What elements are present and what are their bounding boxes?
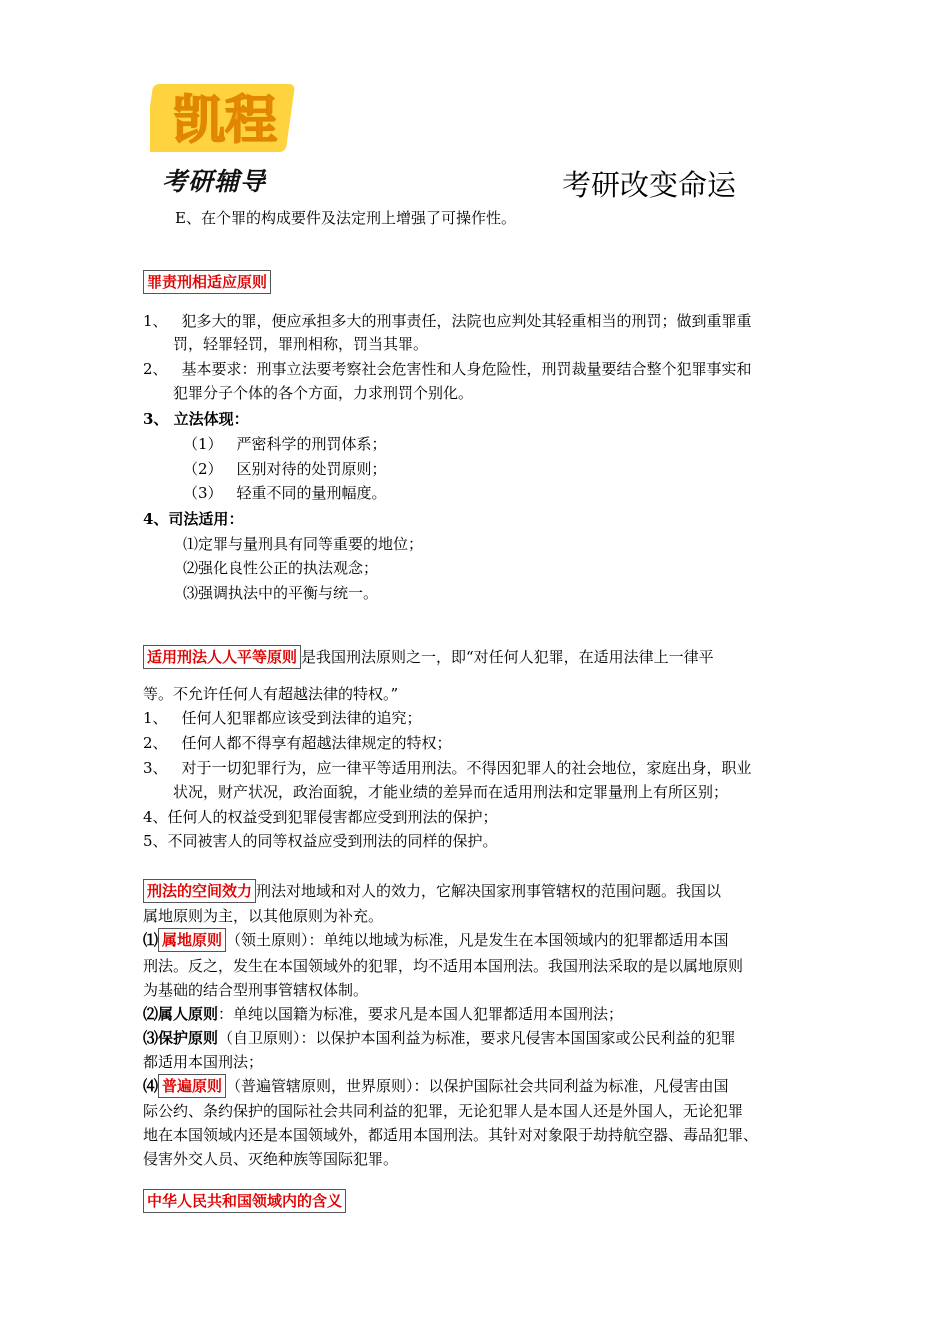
intro-line: E、在个罪的构成要件及法定刑上增强了可操作性。 [175, 209, 516, 227]
sub-item: （2） 区别对待的处罚原则； [183, 460, 387, 478]
paragraph-cont: 属地原则为主，以其他原则为补充。 [143, 907, 384, 925]
logo-mark-icon [150, 78, 300, 158]
paragraph-cont: 都适用本国刑法； [143, 1053, 264, 1071]
paragraph-cont: 侵害外交人员、灭绝种族等国际犯罪。 [143, 1150, 399, 1168]
principle-universal: ⑷ 普遍原则 （普遍管辖原则，世界原则）：以保护国际社会共同利益为标准，凡侵害由国 [143, 1074, 729, 1098]
list-item: 3、 对于一切犯罪行为，应一律平等适用刑法。不得因犯罪人的社会地位，家庭出身，职业 [143, 759, 752, 777]
section-title-space: 刑法的空间效力 [143, 879, 256, 903]
logo-subtitle: 考研辅导 [162, 167, 267, 196]
section-title-equality: 适用刑法人人平等原则 [143, 645, 301, 669]
list-item: 4、任何人的权益受到犯罪侵害都应受到刑法的保护； [143, 808, 498, 826]
principle-personal: ⑵属人原则：单纯以国籍为标准，要求凡是本国人犯罪都适用本国刑法； [143, 1005, 624, 1023]
list-item: 2、 任何人都不得享有超越法律规定的特权； [143, 734, 452, 752]
term-universal: 普遍原则 [158, 1074, 226, 1098]
list-item: 5、不同被害人的同等权益应受到刑法的同样的保护。 [143, 832, 498, 850]
sub-item: ⑶强调执法中的平衡与统一。 [183, 584, 379, 602]
subheading-judicial: 4、司法适用： [143, 510, 244, 528]
section-title-territory: 中华人民共和国领域内的含义 [143, 1189, 346, 1213]
list-item-cont: 犯罪分子个体的各个方面，力求刑罚个别化。 [173, 384, 474, 402]
paragraph-cont: 为基础的结合型刑事管辖权体制。 [143, 981, 369, 999]
paragraph-cont: 际公约、条约保护的国际社会共同利益的犯罪，无论犯罪人是本国人还是外国人，无论犯罪 [143, 1102, 744, 1120]
subheading-legislation: 3、 立法体现： [143, 410, 249, 428]
sub-item: （3） 轻重不同的量刑幅度。 [183, 484, 387, 502]
logo-text: 凯程 [172, 91, 278, 151]
list-item: 1、 任何人犯罪都应该受到法律的追究； [143, 709, 422, 727]
section-equality-intro: 适用刑法人人平等原则 是我国刑法原则之一，即“对任何人犯罪，在适用法律上一律平 [143, 645, 714, 669]
sub-item: （1） 严密科学的刑罚体系； [183, 435, 387, 453]
section-title-proportionality: 罪责刑相适应原则 [143, 270, 271, 294]
paragraph-cont: 地在本国领域内还是本国领域外，都适用本国刑法。其针对对象限于劫持航空器、毒品犯罪、 [143, 1126, 759, 1144]
paragraph-cont: 刑法。反之，发生在本国领域外的犯罪，均不适用本国刑法。我国刑法采取的是以属地原则 [143, 957, 744, 975]
list-item: 1、 犯多大的罪，便应承担多大的刑事责任，法院也应判处其轻重相当的刑罚；做到重罪重 [143, 312, 752, 330]
principle-protective: ⑶保护原则（自卫原则）：以保护本国利益为标准，要求凡侵害本国国家或公民利益的犯罪 [143, 1029, 736, 1047]
principle-territorial: ⑴ 属地原则 （领土原则）：单纯以地域为标准，凡是发生在本国领域内的犯罪都适用本国 [143, 928, 729, 952]
section-space-intro: 刑法的空间效力 刑法对地域和对人的效力，它解决国家刑事管辖权的范围问题。我国以 [143, 879, 721, 903]
paragraph-cont: 等。不允许任何人有超越法律的特权。” [143, 685, 399, 703]
term-territorial: 属地原则 [158, 928, 226, 952]
list-item-cont: 状况，财产状况，政治面貌，才能业绩的差异而在适用刑法和定罪量刑上有所区别； [173, 783, 729, 801]
list-item-cont: 罚，轻罪轻罚，罪刑相称，罚当其罪。 [173, 335, 429, 353]
sub-item: ⑴定罪与量刑具有同等重要的地位； [183, 535, 424, 553]
logo [150, 78, 300, 196]
slogan: 考研改变命运 [562, 168, 737, 202]
sub-item: ⑵强化良性公正的执法观念； [183, 559, 379, 577]
list-item: 2、 基本要求：刑事立法要考察社会危害性和人身危险性，刑罚裁量要结合整个犯罪事实和 [143, 360, 752, 378]
